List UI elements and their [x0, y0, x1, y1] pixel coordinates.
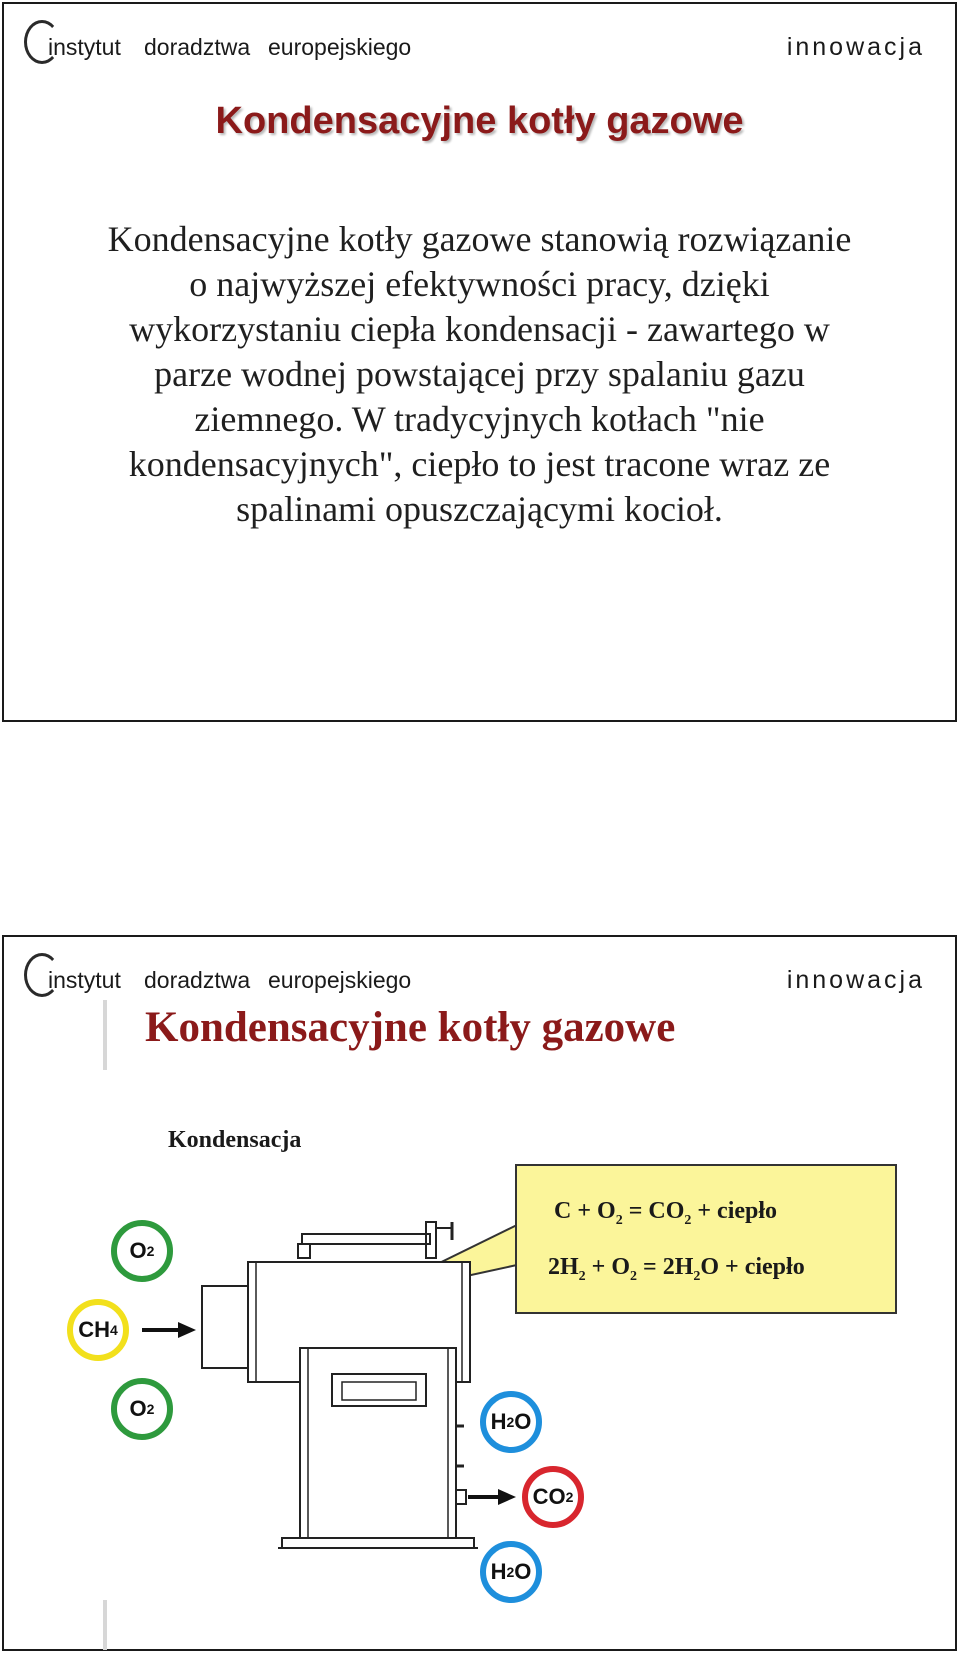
top-pipe: [302, 1234, 430, 1244]
logo-word-instytut: instytut: [48, 967, 121, 993]
slide-title: Kondensacyjne kotły gazowe: [215, 100, 744, 142]
header-innowacja: innowacja: [786, 33, 925, 61]
equation-carbon: $C + O_2 = CO_2$ + ciepło: [554, 1198, 778, 1228]
burner-box: [202, 1286, 248, 1368]
arrow-to-burner: [178, 1322, 196, 1338]
equation-hydrogen: $2H_2 + O_2 = 2H_2O$ + ciepło: [548, 1254, 805, 1284]
molecule-o2-bottom: O 2: [111, 1378, 173, 1440]
molecule-h2o-bottom: H 2 O: [480, 1541, 542, 1603]
molecule-h2o-top: H 2 O: [480, 1391, 542, 1453]
molecule-o2-top: O 2: [111, 1220, 173, 1282]
logo-word-doradztwa: doradztwa: [144, 967, 251, 993]
slide-subtitle: Kondensacja: [168, 1127, 302, 1153]
body-line: spalinami opuszczającymi kocioł.: [236, 489, 723, 529]
molecule-ch4: CH 4: [67, 1299, 129, 1361]
slide-title: Kondensacyjne kotły gazowe: [145, 1004, 676, 1051]
body-line: wykorzystaniu ciepła kondensacji - zawartego w: [129, 309, 830, 349]
molecule-co2: CO 2: [522, 1466, 584, 1528]
body-line: ziemnego. W tradycyjnych kotłach "nie: [194, 399, 765, 439]
logo-word-doradztwa: doradztwa: [144, 34, 251, 60]
logo-word-instytut: instytut: [48, 34, 121, 60]
equation-box: [515, 1164, 897, 1314]
arrow-to-exhaust: [498, 1489, 516, 1505]
boiler-base: [282, 1538, 474, 1548]
body-line: o najwyższej efektywności pracy, dzięki: [189, 264, 770, 304]
body-line: kondensacyjnych", ciepło to jest tracone wraz ze: [128, 444, 831, 484]
body-line: Kondensacyjne kotły gazowe stanowią rozwiązanie: [107, 219, 852, 259]
header-innowacja: innowacja: [786, 966, 925, 994]
body-line: parze wodnej powstającej przy spalaniu gazu: [154, 354, 805, 394]
logo-word-europejskiego: europejskiego: [268, 34, 412, 60]
logo-word-europejskiego: europejskiego: [268, 967, 412, 993]
